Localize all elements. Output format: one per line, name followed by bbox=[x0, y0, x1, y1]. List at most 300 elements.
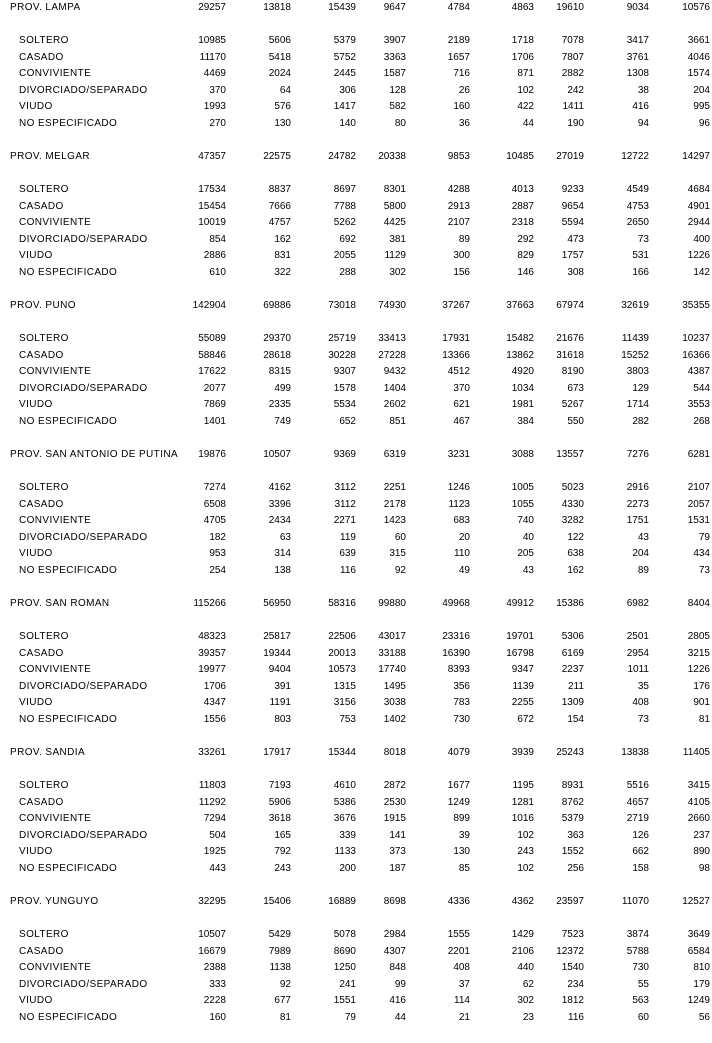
province-total-row bbox=[0, 149, 712, 165]
value-cell: 89 bbox=[637, 565, 649, 576]
value-cell: 49 bbox=[458, 565, 470, 576]
value-cell: 7276 bbox=[626, 449, 649, 460]
value-cell: 58316 bbox=[328, 598, 356, 609]
province-name: PROV. SAN ANTONIO DE PUTINA bbox=[10, 449, 179, 460]
value-cell: 1551 bbox=[333, 995, 356, 1006]
value-cell: 11405 bbox=[682, 747, 710, 758]
value-cell: 408 bbox=[632, 697, 649, 708]
value-cell: 8393 bbox=[447, 664, 470, 675]
value-cell: 62 bbox=[522, 979, 534, 990]
value-cell: 2434 bbox=[268, 515, 291, 526]
value-cell: 156 bbox=[453, 267, 470, 278]
table-row bbox=[0, 215, 712, 231]
value-cell: 4705 bbox=[203, 515, 226, 526]
value-cell: 2273 bbox=[626, 499, 649, 510]
value-cell: 162 bbox=[567, 565, 584, 576]
value-cell: 37663 bbox=[506, 300, 534, 311]
value-cell: 44 bbox=[522, 118, 534, 129]
value-cell: 322 bbox=[274, 267, 291, 278]
value-cell: 422 bbox=[517, 101, 534, 112]
value-cell: 37 bbox=[458, 979, 470, 990]
value-cell: 55089 bbox=[198, 333, 226, 344]
value-cell: 5267 bbox=[561, 399, 584, 410]
value-cell: 15406 bbox=[263, 896, 291, 907]
value-cell: 2882 bbox=[561, 68, 584, 79]
value-cell: 2255 bbox=[511, 697, 534, 708]
value-cell: 3761 bbox=[626, 52, 649, 63]
value-cell: 2055 bbox=[333, 250, 356, 261]
category-label: CASADO bbox=[19, 350, 64, 361]
value-cell: 19344 bbox=[263, 648, 291, 659]
value-cell: 1401 bbox=[203, 416, 226, 427]
value-cell: 416 bbox=[389, 995, 406, 1006]
value-cell: 234 bbox=[567, 979, 584, 990]
value-cell: 2602 bbox=[383, 399, 406, 410]
value-cell: 1915 bbox=[383, 813, 406, 824]
value-cell: 15439 bbox=[328, 2, 356, 13]
value-cell: 1587 bbox=[383, 68, 406, 79]
value-cell: 3676 bbox=[333, 813, 356, 824]
value-cell: 381 bbox=[389, 234, 406, 245]
value-cell: 5534 bbox=[333, 399, 356, 410]
value-cell: 237 bbox=[693, 830, 710, 841]
value-cell: 20 bbox=[458, 532, 470, 543]
value-cell: 19610 bbox=[556, 2, 584, 13]
value-cell: 10507 bbox=[263, 449, 291, 460]
value-cell: 126 bbox=[632, 830, 649, 841]
value-cell: 1402 bbox=[383, 714, 406, 725]
table-row bbox=[0, 397, 712, 413]
value-cell: 4013 bbox=[511, 184, 534, 195]
value-cell: 8931 bbox=[561, 780, 584, 791]
value-cell: 3282 bbox=[561, 515, 584, 526]
value-cell: 1191 bbox=[269, 697, 291, 708]
value-cell: 1552 bbox=[561, 846, 584, 857]
value-cell: 4469 bbox=[203, 68, 226, 79]
province-total-row bbox=[0, 894, 712, 910]
value-cell: 953 bbox=[209, 548, 226, 559]
value-cell: 1555 bbox=[447, 929, 470, 940]
value-cell: 36 bbox=[458, 118, 470, 129]
value-cell: 4684 bbox=[687, 184, 710, 195]
table-row bbox=[0, 795, 712, 811]
table-row bbox=[0, 927, 712, 943]
value-cell: 2886 bbox=[203, 250, 226, 261]
value-cell: 1993 bbox=[203, 101, 226, 112]
table-row bbox=[0, 497, 712, 513]
value-cell: 119 bbox=[340, 532, 356, 543]
value-cell: 20338 bbox=[378, 151, 406, 162]
table-row bbox=[0, 265, 712, 281]
table-row bbox=[0, 646, 712, 662]
value-cell: 5078 bbox=[333, 929, 356, 940]
value-cell: 370 bbox=[453, 383, 470, 394]
table-row bbox=[0, 331, 712, 347]
category-label: SOLTERO bbox=[19, 333, 69, 344]
value-cell: 333 bbox=[209, 979, 226, 990]
value-cell: 3874 bbox=[626, 929, 649, 940]
value-cell: 10019 bbox=[198, 217, 226, 228]
value-cell: 2650 bbox=[626, 217, 649, 228]
value-cell: 1540 bbox=[561, 962, 584, 973]
value-cell: 5788 bbox=[626, 946, 649, 957]
value-cell: 5418 bbox=[268, 52, 291, 63]
value-cell: 6584 bbox=[687, 946, 710, 957]
category-label: DIVORCIADO/SEPARADO bbox=[19, 234, 148, 245]
value-cell: 190 bbox=[567, 118, 584, 129]
value-cell: 829 bbox=[517, 250, 534, 261]
category-label: CASADO bbox=[19, 648, 64, 659]
value-cell: 29257 bbox=[198, 2, 226, 13]
value-cell: 5906 bbox=[268, 797, 291, 808]
value-cell: 1133 bbox=[334, 846, 356, 857]
category-label: CONVIVIENTE bbox=[19, 962, 92, 973]
category-label: DIVORCIADO/SEPARADO bbox=[19, 383, 148, 394]
value-cell: 23597 bbox=[556, 896, 584, 907]
value-cell: 140 bbox=[339, 118, 356, 129]
value-cell: 440 bbox=[517, 962, 534, 973]
value-cell: 4549 bbox=[626, 184, 649, 195]
value-cell: 17740 bbox=[378, 664, 406, 675]
value-cell: 899 bbox=[453, 813, 470, 824]
category-label: VIUDO bbox=[19, 548, 53, 559]
category-label: CONVIVIENTE bbox=[19, 664, 92, 675]
value-cell: 64 bbox=[279, 85, 291, 96]
value-cell: 4920 bbox=[511, 366, 534, 377]
value-cell: 200 bbox=[339, 863, 356, 874]
value-cell: 2106 bbox=[511, 946, 534, 957]
value-cell: 256 bbox=[567, 863, 584, 874]
table-row bbox=[0, 364, 712, 380]
category-label: SOLTERO bbox=[19, 929, 69, 940]
value-cell: 1925 bbox=[203, 846, 226, 857]
category-label: SOLTERO bbox=[19, 482, 69, 493]
value-cell: 268 bbox=[693, 416, 710, 427]
value-cell: 314 bbox=[274, 548, 291, 559]
value-cell: 211 bbox=[568, 681, 584, 692]
value-cell: 8837 bbox=[268, 184, 291, 195]
value-cell: 692 bbox=[339, 234, 356, 245]
value-cell: 17622 bbox=[198, 366, 226, 377]
value-cell: 49968 bbox=[442, 598, 470, 609]
value-cell: 1751 bbox=[626, 515, 649, 526]
value-cell: 3112 bbox=[334, 482, 356, 493]
value-cell: 5429 bbox=[268, 929, 291, 940]
value-cell: 363 bbox=[567, 830, 584, 841]
province-name: PROV. LAMPA bbox=[10, 2, 81, 13]
value-cell: 4105 bbox=[687, 797, 710, 808]
value-cell: 116 bbox=[568, 1012, 584, 1023]
value-cell: 19876 bbox=[198, 449, 226, 460]
category-label: SOLTERO bbox=[19, 780, 69, 791]
value-cell: 6319 bbox=[383, 449, 406, 460]
table-row bbox=[0, 414, 712, 430]
value-cell: 26 bbox=[458, 85, 470, 96]
value-cell: 43 bbox=[522, 565, 534, 576]
value-cell: 142 bbox=[693, 267, 710, 278]
table-row bbox=[0, 232, 712, 248]
value-cell: 306 bbox=[339, 85, 356, 96]
value-cell: 73 bbox=[698, 565, 710, 576]
value-cell: 5800 bbox=[383, 201, 406, 212]
value-cell: 730 bbox=[453, 714, 470, 725]
value-cell: 79 bbox=[698, 532, 710, 543]
value-cell: 7666 bbox=[268, 201, 291, 212]
value-cell: 2954 bbox=[626, 648, 649, 659]
value-cell: 40 bbox=[522, 532, 534, 543]
table-row bbox=[0, 66, 712, 82]
value-cell: 1308 bbox=[626, 68, 649, 79]
value-cell: 15482 bbox=[506, 333, 534, 344]
value-cell: 749 bbox=[274, 416, 291, 427]
value-cell: 16798 bbox=[506, 648, 534, 659]
value-cell: 15252 bbox=[621, 350, 649, 361]
value-cell: 2271 bbox=[333, 515, 356, 526]
value-cell: 4336 bbox=[447, 896, 470, 907]
value-cell: 621 bbox=[453, 399, 470, 410]
value-cell: 16889 bbox=[328, 896, 356, 907]
value-cell: 17917 bbox=[263, 747, 291, 758]
value-cell: 270 bbox=[209, 118, 226, 129]
category-label: DIVORCIADO/SEPARADO bbox=[19, 532, 148, 543]
table-row bbox=[0, 695, 712, 711]
value-cell: 6982 bbox=[626, 598, 649, 609]
value-cell: 49912 bbox=[506, 598, 534, 609]
category-label: VIUDO bbox=[19, 846, 53, 857]
value-cell: 204 bbox=[693, 85, 710, 96]
table-row bbox=[0, 83, 712, 99]
value-cell: 4162 bbox=[268, 482, 291, 493]
value-cell: 1411 bbox=[562, 101, 584, 112]
value-cell: 32295 bbox=[198, 896, 226, 907]
value-cell: 3112 bbox=[334, 499, 356, 510]
table-row bbox=[0, 679, 712, 695]
value-cell: 3553 bbox=[687, 399, 710, 410]
province-block bbox=[0, 298, 712, 447]
province-total-row bbox=[0, 298, 712, 314]
value-cell: 2201 bbox=[447, 946, 470, 957]
category-label: NO ESPECIFICADO bbox=[19, 714, 118, 725]
table-row bbox=[0, 828, 712, 844]
value-cell: 102 bbox=[517, 830, 534, 841]
category-label: NO ESPECIFICADO bbox=[19, 416, 118, 427]
value-cell: 129 bbox=[632, 383, 649, 394]
value-cell: 1495 bbox=[383, 681, 406, 692]
value-cell: 9647 bbox=[383, 2, 406, 13]
value-cell: 1574 bbox=[687, 68, 710, 79]
value-cell: 9853 bbox=[447, 151, 470, 162]
value-cell: 79 bbox=[344, 1012, 356, 1023]
value-cell: 102 bbox=[517, 85, 534, 96]
value-cell: 23 bbox=[522, 1012, 534, 1023]
value-cell: 25817 bbox=[263, 631, 291, 642]
value-cell: 8190 bbox=[561, 366, 584, 377]
value-cell: 1315 bbox=[333, 681, 356, 692]
value-cell: 2501 bbox=[626, 631, 649, 642]
value-cell: 2237 bbox=[561, 664, 584, 675]
value-cell: 2445 bbox=[333, 68, 356, 79]
table-row bbox=[0, 546, 712, 562]
value-cell: 7274 bbox=[203, 482, 226, 493]
value-cell: 2077 bbox=[203, 383, 226, 394]
value-cell: 2318 bbox=[511, 217, 534, 228]
value-cell: 2107 bbox=[687, 482, 710, 493]
value-cell: 2335 bbox=[268, 399, 291, 410]
value-cell: 13838 bbox=[621, 747, 649, 758]
value-cell: 1123 bbox=[448, 499, 470, 510]
value-cell: 2530 bbox=[383, 797, 406, 808]
value-cell: 1226 bbox=[687, 250, 710, 261]
value-cell: 182 bbox=[209, 532, 226, 543]
value-cell: 69886 bbox=[263, 300, 291, 311]
value-cell: 110 bbox=[454, 548, 470, 559]
category-label: CASADO bbox=[19, 201, 64, 212]
value-cell: 11170 bbox=[199, 52, 226, 63]
value-cell: 10485 bbox=[506, 151, 534, 162]
value-cell: 5306 bbox=[561, 631, 584, 642]
value-cell: 467 bbox=[453, 416, 470, 427]
category-label: CASADO bbox=[19, 52, 64, 63]
value-cell: 22506 bbox=[328, 631, 356, 642]
value-cell: 10573 bbox=[328, 664, 356, 675]
category-label: DIVORCIADO/SEPARADO bbox=[19, 85, 148, 96]
value-cell: 890 bbox=[693, 846, 710, 857]
category-label: VIUDO bbox=[19, 995, 53, 1006]
value-cell: 300 bbox=[453, 250, 470, 261]
value-cell: 73 bbox=[637, 714, 649, 725]
province-name: PROV. SANDIA bbox=[10, 747, 86, 758]
value-cell: 146 bbox=[517, 267, 534, 278]
province-name: PROV. YUNGUYO bbox=[10, 896, 99, 907]
value-cell: 1138 bbox=[269, 962, 291, 973]
value-cell: 5379 bbox=[333, 35, 356, 46]
value-cell: 3088 bbox=[511, 449, 534, 460]
value-cell: 31618 bbox=[556, 350, 584, 361]
value-cell: 4387 bbox=[687, 366, 710, 377]
value-cell: 10507 bbox=[198, 929, 226, 940]
category-label: NO ESPECIFICADO bbox=[19, 863, 118, 874]
value-cell: 9369 bbox=[333, 449, 356, 460]
value-cell: 32619 bbox=[621, 300, 649, 311]
value-cell: 3038 bbox=[383, 697, 406, 708]
value-cell: 14297 bbox=[682, 151, 710, 162]
value-cell: 179 bbox=[693, 979, 710, 990]
value-cell: 3649 bbox=[687, 929, 710, 940]
value-cell: 1249 bbox=[447, 797, 470, 808]
value-cell: 563 bbox=[632, 995, 649, 1006]
value-cell: 1309 bbox=[561, 697, 584, 708]
province-total-row bbox=[0, 447, 712, 463]
value-cell: 1005 bbox=[511, 482, 534, 493]
value-cell: 302 bbox=[389, 267, 406, 278]
value-cell: 11439 bbox=[621, 333, 649, 344]
value-cell: 1249 bbox=[687, 995, 710, 1006]
value-cell: 373 bbox=[389, 846, 406, 857]
value-cell: 33188 bbox=[378, 648, 406, 659]
value-cell: 17931 bbox=[442, 333, 470, 344]
table-row bbox=[0, 348, 712, 364]
value-cell: 154 bbox=[567, 714, 584, 725]
category-label: CONVIVIENTE bbox=[19, 515, 92, 526]
value-cell: 1417 bbox=[333, 101, 356, 112]
value-cell: 28618 bbox=[263, 350, 291, 361]
value-cell: 3156 bbox=[333, 697, 356, 708]
value-cell: 44 bbox=[394, 1012, 406, 1023]
value-cell: 582 bbox=[389, 101, 406, 112]
value-cell: 5594 bbox=[561, 217, 584, 228]
value-cell: 4425 bbox=[383, 217, 406, 228]
value-cell: 74930 bbox=[378, 300, 406, 311]
value-cell: 740 bbox=[517, 515, 534, 526]
value-cell: 12722 bbox=[621, 151, 649, 162]
value-cell: 92 bbox=[279, 979, 291, 990]
value-cell: 730 bbox=[632, 962, 649, 973]
value-cell: 242 bbox=[567, 85, 584, 96]
value-cell: 80 bbox=[394, 118, 406, 129]
value-cell: 2913 bbox=[447, 201, 470, 212]
value-cell: 13862 bbox=[506, 350, 534, 361]
value-cell: 166 bbox=[632, 267, 649, 278]
value-cell: 96 bbox=[698, 118, 710, 129]
value-cell: 434 bbox=[693, 548, 710, 559]
value-cell: 35355 bbox=[682, 300, 710, 311]
value-cell: 391 bbox=[274, 681, 291, 692]
category-label: NO ESPECIFICADO bbox=[19, 565, 118, 576]
value-cell: 9654 bbox=[561, 201, 584, 212]
table-row bbox=[0, 199, 712, 215]
value-cell: 1034 bbox=[511, 383, 534, 394]
value-cell: 2178 bbox=[383, 499, 406, 510]
value-cell: 5386 bbox=[333, 797, 356, 808]
value-cell: 204 bbox=[632, 548, 649, 559]
value-cell: 11803 bbox=[198, 780, 226, 791]
value-cell: 792 bbox=[274, 846, 291, 857]
value-cell: 11292 bbox=[198, 797, 226, 808]
value-cell: 3415 bbox=[687, 780, 710, 791]
value-cell: 8762 bbox=[561, 797, 584, 808]
table-row bbox=[0, 50, 712, 66]
table-row bbox=[0, 33, 712, 49]
value-cell: 48323 bbox=[198, 631, 226, 642]
value-cell: 35 bbox=[637, 681, 649, 692]
category-label: NO ESPECIFICADO bbox=[19, 118, 118, 129]
value-cell: 102 bbox=[517, 863, 534, 874]
value-cell: 8698 bbox=[383, 896, 406, 907]
value-cell: 8315 bbox=[268, 366, 291, 377]
value-cell: 1281 bbox=[511, 797, 534, 808]
table-row bbox=[0, 116, 712, 132]
value-cell: 3396 bbox=[268, 499, 291, 510]
value-cell: 3661 bbox=[687, 35, 710, 46]
value-cell: 753 bbox=[339, 714, 356, 725]
value-cell: 1011 bbox=[627, 664, 649, 675]
province-total-row bbox=[0, 0, 712, 16]
value-cell: 672 bbox=[517, 714, 534, 725]
value-cell: 6508 bbox=[203, 499, 226, 510]
value-cell: 85 bbox=[458, 863, 470, 874]
value-cell: 63 bbox=[279, 532, 291, 543]
value-cell: 783 bbox=[453, 697, 470, 708]
value-cell: 99880 bbox=[378, 598, 406, 609]
value-cell: 30228 bbox=[328, 350, 356, 361]
value-cell: 4307 bbox=[383, 946, 406, 957]
value-cell: 165 bbox=[274, 830, 291, 841]
value-cell: 5516 bbox=[626, 780, 649, 791]
value-cell: 19977 bbox=[198, 664, 226, 675]
value-cell: 115266 bbox=[193, 598, 226, 609]
value-cell: 73 bbox=[637, 234, 649, 245]
value-cell: 400 bbox=[693, 234, 710, 245]
